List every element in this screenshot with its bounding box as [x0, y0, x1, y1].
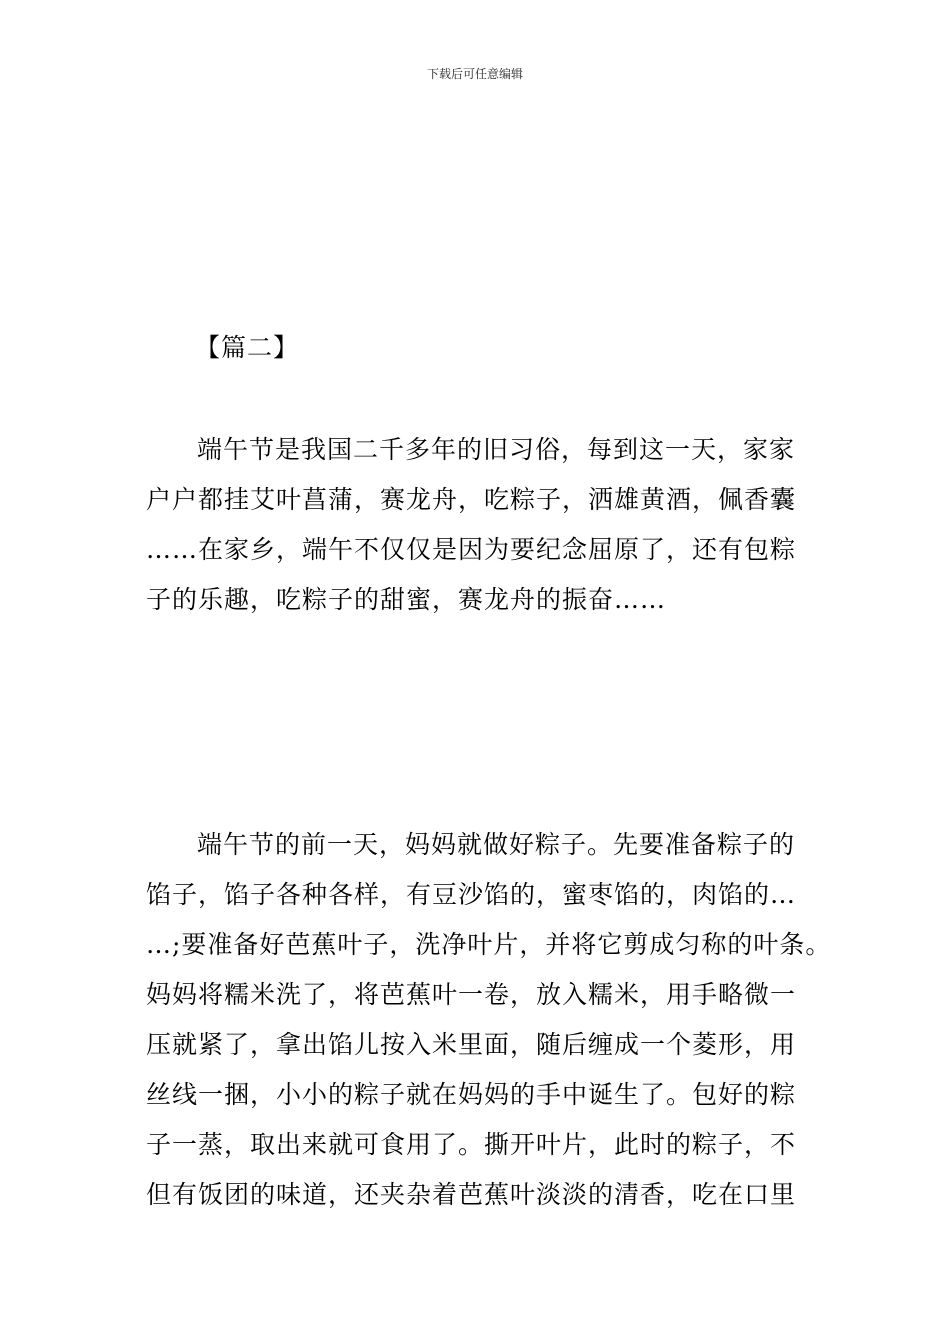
header-note: 下载后可任意编辑	[426, 67, 523, 81]
paragraph-line: 子的乐趣，吃粽子的甜蜜，赛龙舟的振奋……	[146, 585, 667, 614]
section-heading: 【篇二】	[195, 333, 300, 362]
paragraph-line: 但有饭团的味道，还夹杂着芭蕉叶淡淡的清香，吃在口里	[146, 1180, 797, 1209]
paragraph-line: 馅子，馅子各种各样，有豆沙馅的，蜜枣馅的，肉馅的…	[146, 880, 797, 909]
paragraph-line: 户户都挂艾叶菖蒲，赛龙舟，吃粽子，洒雄黄酒，佩香囊	[146, 485, 797, 514]
paragraph-line: 压就紧了，拿出馅儿按入米里面，随后缠成一个菱形，用	[146, 1030, 797, 1059]
paragraph-line: 端午节是我国二千多年的旧习俗，每到这一天，家家	[197, 435, 796, 464]
paragraph-line: ……在家乡，端午不仅仅是因为要纪念屈原了，还有包粽	[146, 535, 797, 564]
paragraph-line: 子一蒸，取出来就可食用了。撕开叶片，此时的粽子，不	[146, 1130, 797, 1159]
paragraph-line: …;要准备好芭蕉叶子，洗净叶片，并将它剪成匀称的叶条。	[146, 930, 832, 959]
paragraph-2	[146, 820, 832, 1220]
paragraph-line: 端午节的前一天，妈妈就做好粽子。先要准备粽子的	[197, 830, 796, 859]
paragraph-line: 丝线一捆，小小的粽子就在妈妈的手中诞生了。包好的粽	[146, 1080, 797, 1109]
paragraph-1	[146, 425, 816, 625]
paragraph-line: 妈妈将糯米洗了，将芭蕉叶一卷，放入糯米，用手略微一	[146, 980, 797, 1009]
